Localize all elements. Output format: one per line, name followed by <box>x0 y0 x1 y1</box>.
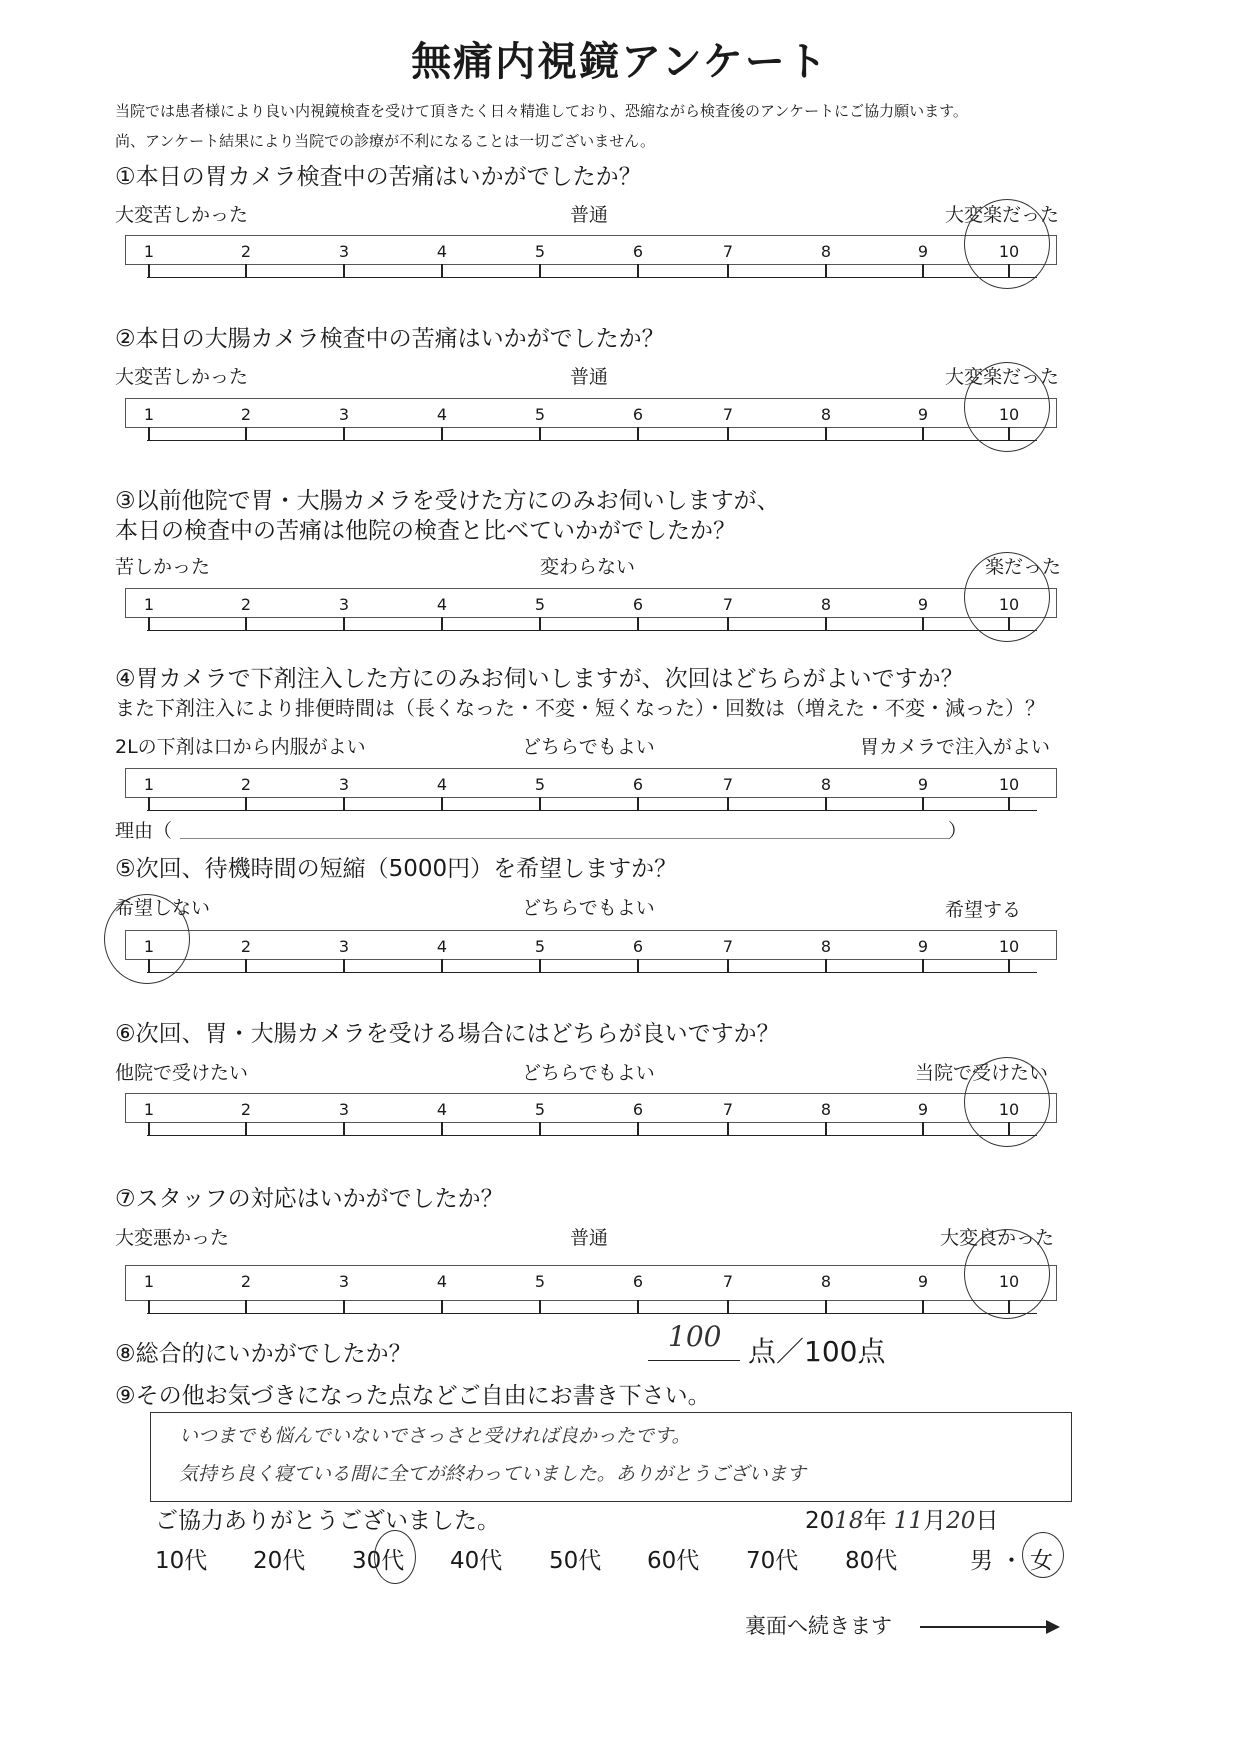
q8-score-value: 100 <box>668 1320 722 1353</box>
scale-number-7[interactable]: 7 <box>722 405 734 424</box>
q3-selection-circle <box>964 552 1050 642</box>
ruler-tick <box>441 617 443 631</box>
q2-left-label: 大変苦しかった <box>115 366 249 388</box>
ruler-tick <box>727 617 729 631</box>
ruler-tick <box>441 1300 443 1314</box>
age-option[interactable]: 40代 <box>450 1548 503 1574</box>
scale-number-2[interactable]: 2 <box>240 595 252 614</box>
age-option[interactable]: 80代 <box>845 1548 898 1574</box>
ruler-tick <box>727 1122 729 1136</box>
ruler-tick <box>245 617 247 631</box>
scale-number-9[interactable]: 9 <box>917 595 929 614</box>
question-4-line-1: ④胃カメラで下剤注入した方にのみお伺いしますが、次回はどちらがよいですか？ <box>115 666 964 692</box>
q5-ruler <box>147 958 1037 973</box>
ruler-tick <box>539 1122 541 1136</box>
scale-number-1[interactable]: 1 <box>143 775 155 794</box>
scale-number-4[interactable]: 4 <box>436 1272 448 1291</box>
q2-scale[interactable] <box>125 398 1057 428</box>
continue-arrow-icon <box>1046 1620 1060 1634</box>
ruler-tick <box>245 797 247 811</box>
comment-line-1: いつまでも悩んでいないでさっさと受ければ良かったです。 <box>179 1425 691 1447</box>
ruler-tick <box>922 427 924 441</box>
date-prefix: 20 <box>805 1508 835 1534</box>
q5-left-label: 希望しない <box>115 897 211 919</box>
scale-number-7[interactable]: 7 <box>722 775 734 794</box>
ruler-tick <box>825 959 827 973</box>
scale-number-9[interactable]: 9 <box>917 937 929 956</box>
scale-number-9[interactable]: 9 <box>917 242 929 261</box>
ruler-tick <box>825 617 827 631</box>
age-option[interactable]: 70代 <box>746 1548 799 1574</box>
scale-number-2[interactable]: 2 <box>240 242 252 261</box>
q1-ruler <box>147 263 1037 278</box>
ruler-tick <box>637 617 639 631</box>
scale-number-7[interactable]: 7 <box>722 1272 734 1291</box>
ruler-tick <box>245 264 247 278</box>
ruler-tick <box>539 264 541 278</box>
scale-number-5[interactable]: 5 <box>534 1272 546 1291</box>
ruler-tick <box>825 264 827 278</box>
ruler-tick <box>539 1300 541 1314</box>
q4-ruler <box>147 796 1037 811</box>
q5-mid-label: どちらでもよい <box>522 897 655 919</box>
question-3-line-1: ③以前他院で胃・大腸カメラを受けた方にのみお伺いしますが、 <box>115 488 780 514</box>
scale-number-5[interactable]: 5 <box>534 405 546 424</box>
q7-selection-circle <box>964 1229 1050 1319</box>
q7-scale[interactable] <box>125 1265 1057 1301</box>
scale-number-6[interactable]: 6 <box>632 405 644 424</box>
q5-selection-circle <box>104 894 190 984</box>
age-selection-circle <box>374 1530 416 1584</box>
gender-female[interactable]: 女 <box>1030 1548 1053 1574</box>
ruler-tick <box>727 1300 729 1314</box>
ruler-tick <box>637 1300 639 1314</box>
ruler-tick <box>922 1122 924 1136</box>
scale-number-9[interactable]: 9 <box>917 1100 929 1119</box>
continue-text: 裏面へ続きます <box>745 1614 892 1638</box>
ruler-tick <box>727 959 729 973</box>
q8-score-suffix: 点／100点 <box>748 1335 886 1368</box>
q6-selection-circle <box>964 1057 1050 1147</box>
ruler-tick <box>441 427 443 441</box>
question-5: ⑤次回、待機時間の短縮（5000円）を希望しますか？ <box>115 856 678 882</box>
scale-number-10[interactable]: 10 <box>998 1272 1020 1291</box>
scale-number-7[interactable]: 7 <box>722 242 734 261</box>
q3-right-label: 楽だった <box>985 556 1062 578</box>
q7-ruler <box>147 1299 1037 1314</box>
scale-number-3[interactable]: 3 <box>338 937 350 956</box>
q6-mid-label: どちらでもよい <box>522 1062 655 1084</box>
scale-number-8[interactable]: 8 <box>820 242 832 261</box>
ruler-tick <box>825 797 827 811</box>
scale-number-4[interactable]: 4 <box>436 242 448 261</box>
scale-number-1[interactable]: 1 <box>143 242 155 261</box>
q6-left-label: 他院で受けたい <box>115 1062 249 1084</box>
age-option[interactable]: 50代 <box>549 1548 602 1574</box>
q8-score-field[interactable] <box>648 1320 740 1361</box>
q4-left-label: 2Lの下剤は口から内服がよい <box>115 736 366 758</box>
q5-scale[interactable] <box>125 930 1057 960</box>
ruler-tick <box>1008 797 1010 811</box>
question-4-line-2: また下剤注入により排便時間は（長くなった・不変・短くなった）・回数は（増えた・不変・減った）？ <box>115 696 1045 720</box>
q4-reason-label: 理由（ <box>115 820 173 842</box>
scale-number-1[interactable]: 1 <box>143 405 155 424</box>
scale-number-8[interactable]: 8 <box>820 595 832 614</box>
gender-selection-circle <box>1022 1532 1064 1578</box>
scale-number-8[interactable]: 8 <box>820 1100 832 1119</box>
q4-reason-field[interactable] <box>180 838 950 839</box>
scale-number-4[interactable]: 4 <box>436 595 448 614</box>
ruler-tick <box>1008 959 1010 973</box>
q6-scale[interactable] <box>125 1093 1057 1123</box>
intro-line-1: 当院では患者様により良い内視鏡検査を受けて頂きたく日々精進しており、恐縮ながら検査後のアンケートにご協力願います。 <box>115 102 968 120</box>
ruler-tick <box>922 797 924 811</box>
ruler-tick <box>825 427 827 441</box>
gender-male[interactable]: 男 <box>970 1548 993 1574</box>
ruler-tick <box>245 1300 247 1314</box>
ruler-tick <box>343 1122 345 1136</box>
page-title: 無痛内視鏡アンケート <box>411 39 829 85</box>
q6-right-label: 当院で受けたい <box>915 1062 1049 1084</box>
scale-number-7[interactable]: 7 <box>722 595 734 614</box>
ruler-tick <box>727 797 729 811</box>
q4-mid-label: どちらでもよい <box>522 736 655 758</box>
date-month: 11 <box>893 1508 924 1534</box>
scale-number-4[interactable]: 4 <box>436 405 448 424</box>
q4-right-label: 胃カメラで注入がよい <box>860 736 1051 758</box>
scale-number-5[interactable]: 5 <box>534 242 546 261</box>
scale-number-6[interactable]: 6 <box>632 1272 644 1291</box>
ruler-tick <box>343 617 345 631</box>
date-field[interactable] <box>805 1502 998 1535</box>
scale-number-1[interactable]: 1 <box>143 937 155 956</box>
comment-line-2: 気持ち良く寝ている間に全てが終わっていました。ありがとうございます <box>179 1463 806 1485</box>
thanks-text: ご協力ありがとうございました。 <box>155 1508 500 1534</box>
scale-number-4[interactable]: 4 <box>436 1100 448 1119</box>
ruler-tick <box>825 1300 827 1314</box>
age-option[interactable]: 60代 <box>647 1548 700 1574</box>
scale-number-2[interactable]: 2 <box>240 775 252 794</box>
scale-number-5[interactable]: 5 <box>534 937 546 956</box>
scale-number-4[interactable]: 4 <box>436 775 448 794</box>
q6-ruler <box>147 1121 1037 1136</box>
q7-mid-label: 普通 <box>570 1227 609 1249</box>
ruler-tick <box>441 797 443 811</box>
q4-scale[interactable] <box>125 768 1057 798</box>
ruler-tick <box>922 617 924 631</box>
scale-number-2[interactable]: 2 <box>240 937 252 956</box>
scale-number-3[interactable]: 3 <box>338 405 350 424</box>
q1-left-label: 大変苦しかった <box>115 204 249 226</box>
scale-number-2[interactable]: 2 <box>240 1272 252 1291</box>
q3-mid-label: 変わらない <box>540 556 636 578</box>
q4-reason-close: ） <box>948 820 968 842</box>
ruler-tick <box>637 427 639 441</box>
scale-number-3[interactable]: 3 <box>338 1272 350 1291</box>
comment-box[interactable] <box>150 1412 1072 1502</box>
question-1: ①本日の胃カメラ検査中の苦痛はいかがでしたか？ <box>115 164 642 190</box>
scale-number-4[interactable]: 4 <box>436 937 448 956</box>
scale-number-6[interactable]: 6 <box>632 242 644 261</box>
q1-selection-circle <box>964 199 1050 289</box>
scale-number-10[interactable]: 10 <box>998 775 1020 794</box>
gender-separator: ・ <box>1000 1548 1023 1574</box>
intro-line-2: 尚、アンケート結果により当院での診療が不利になることは一切ございません。 <box>115 132 656 150</box>
ruler-tick <box>441 1122 443 1136</box>
q3-left-label: 苦しかった <box>115 556 211 578</box>
scale-number-6[interactable]: 6 <box>632 775 644 794</box>
ruler-tick <box>343 1300 345 1314</box>
scale-number-5[interactable]: 5 <box>534 775 546 794</box>
question-7: ⑦スタッフの対応はいかがでしたか？ <box>115 1186 504 1212</box>
age-option[interactable]: 10代 <box>155 1548 208 1574</box>
question-2: ②本日の大腸カメラ検査中の苦痛はいかがでしたか？ <box>115 326 665 352</box>
ruler-tick <box>825 1122 827 1136</box>
date-day-suffix: 日 <box>975 1508 999 1534</box>
scale-number-2[interactable]: 2 <box>240 405 252 424</box>
q1-right-label: 大変楽だった <box>945 204 1060 226</box>
ruler-tick <box>922 264 924 278</box>
ruler-tick <box>148 617 150 631</box>
scale-number-9[interactable]: 9 <box>917 405 929 424</box>
scale-number-10[interactable]: 10 <box>998 405 1020 424</box>
scale-number-8[interactable]: 8 <box>820 775 832 794</box>
scale-number-9[interactable]: 9 <box>917 1272 929 1291</box>
scale-number-1[interactable]: 1 <box>143 1100 155 1119</box>
question-3-line-2: 本日の検査中の苦痛は他院の検査と比べていかがでしたか？ <box>115 518 736 544</box>
q1-mid-label: 普通 <box>570 204 609 226</box>
ruler-tick <box>922 1300 924 1314</box>
scale-number-10[interactable]: 10 <box>998 595 1020 614</box>
scale-number-8[interactable]: 8 <box>820 1272 832 1291</box>
ruler-tick <box>539 427 541 441</box>
age-option[interactable]: 20代 <box>253 1548 306 1574</box>
q2-ruler <box>147 426 1037 441</box>
scale-number-2[interactable]: 2 <box>240 1100 252 1119</box>
q3-ruler <box>147 616 1037 631</box>
scale-number-3[interactable]: 3 <box>338 242 350 261</box>
ruler-tick <box>441 264 443 278</box>
scale-number-3[interactable]: 3 <box>338 1100 350 1119</box>
ruler-tick <box>343 959 345 973</box>
scale-number-1[interactable]: 1 <box>143 1272 155 1291</box>
question-9: ⑨その他お気づきになった点などご自由にお書き下さい。 <box>115 1383 711 1409</box>
ruler-tick <box>922 959 924 973</box>
date-year-suffix: 年 <box>863 1508 887 1534</box>
ruler-tick <box>539 959 541 973</box>
ruler-tick <box>343 797 345 811</box>
scale-number-7[interactable]: 7 <box>722 1100 734 1119</box>
scale-number-8[interactable]: 8 <box>820 405 832 424</box>
ruler-tick <box>539 797 541 811</box>
ruler-tick <box>245 1122 247 1136</box>
scale-number-10[interactable]: 10 <box>998 1100 1020 1119</box>
scale-number-9[interactable]: 9 <box>917 775 929 794</box>
ruler-tick <box>148 1122 150 1136</box>
q1-scale[interactable] <box>125 235 1057 265</box>
ruler-tick <box>148 1300 150 1314</box>
scale-number-1[interactable]: 1 <box>143 595 155 614</box>
q2-selection-circle <box>964 362 1050 452</box>
age-option[interactable]: 30代 <box>352 1548 405 1574</box>
ruler-tick <box>245 427 247 441</box>
ruler-tick <box>148 427 150 441</box>
ruler-tick <box>637 264 639 278</box>
ruler-tick <box>148 264 150 278</box>
ruler-tick <box>148 797 150 811</box>
scale-number-3[interactable]: 3 <box>338 775 350 794</box>
q2-right-label: 大変楽だった <box>945 366 1060 388</box>
date-day: 20 <box>946 1508 976 1534</box>
scale-number-6[interactable]: 6 <box>632 595 644 614</box>
q2-mid-label: 普通 <box>570 366 609 388</box>
scale-number-7[interactable]: 7 <box>722 937 734 956</box>
ruler-tick <box>343 264 345 278</box>
scale-number-6[interactable]: 6 <box>632 937 644 956</box>
ruler-tick <box>637 797 639 811</box>
q7-right-label: 大変良かった <box>940 1227 1055 1249</box>
scale-number-3[interactable]: 3 <box>338 595 350 614</box>
ruler-tick <box>727 264 729 278</box>
ruler-tick <box>245 959 247 973</box>
question-8: ⑧総合的にいかがでしたか？ <box>115 1341 412 1367</box>
scale-number-10[interactable]: 10 <box>998 937 1020 956</box>
q5-right-label: 希望する <box>945 899 1022 921</box>
scale-number-10[interactable]: 10 <box>998 242 1020 261</box>
scale-number-5[interactable]: 5 <box>534 595 546 614</box>
ruler-tick <box>727 427 729 441</box>
ruler-tick <box>637 959 639 973</box>
ruler-tick <box>539 617 541 631</box>
scale-number-6[interactable]: 6 <box>632 1100 644 1119</box>
scale-number-5[interactable]: 5 <box>534 1100 546 1119</box>
question-6: ⑥次回、胃・大腸カメラを受ける場合にはどちらが良いですか？ <box>115 1021 780 1047</box>
scale-number-8[interactable]: 8 <box>820 937 832 956</box>
q7-left-label: 大変悪かった <box>115 1227 230 1249</box>
date-month-suffix: 月 <box>923 1508 947 1534</box>
ruler-tick <box>343 427 345 441</box>
q3-scale[interactable] <box>125 588 1057 618</box>
ruler-tick <box>441 959 443 973</box>
ruler-tick <box>637 1122 639 1136</box>
continue-arrow-line <box>920 1626 1050 1628</box>
date-year: 18 <box>834 1508 864 1534</box>
